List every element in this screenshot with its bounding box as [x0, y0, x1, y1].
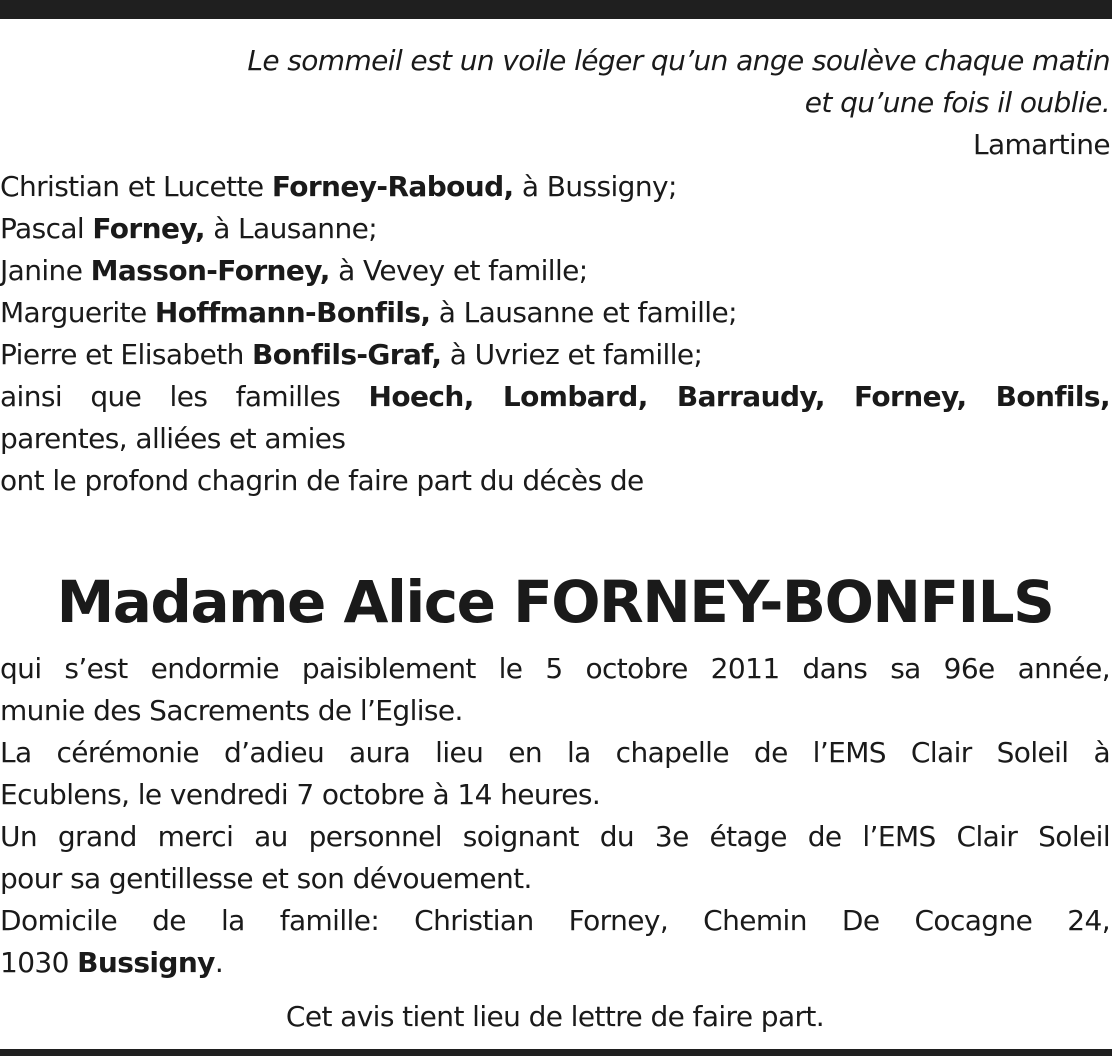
body-line: Ecublens, le vendredi 7 octobre à 14 heures. [0, 778, 601, 811]
family-member-line: Janine Masson-Forney, à Vevey et famille; [0, 254, 588, 287]
deceased-name: Madame Alice FORNEY-BONFILS [56, 568, 1054, 636]
family-address-line: 1030 Bussigny. [0, 946, 224, 979]
family-member-line: Pascal Forney, à Lausanne; [0, 212, 378, 245]
family-name: Forney-Raboud, [271, 170, 514, 203]
epigraph-line-2: et qu’une fois il oublie. [804, 86, 1110, 119]
body-line: Domicile de la famille: Christian Forney, Chemin De Cocagne 24, [0, 904, 1110, 937]
obituary-notice [0, 40, 1110, 1038]
families-names: Hoech, Lombard, Barraudy, Forney, Bonfils, [368, 380, 1110, 413]
bottom-border-rule [0, 1049, 1112, 1056]
family-member-line: Christian et Lucette Forney-Raboud, à Bussigny; [0, 170, 677, 203]
epigraph-author: Lamartine [972, 128, 1110, 161]
family-name: Masson-Forney, [90, 254, 330, 287]
epigraph-line-1: Le sommeil est un voile léger qu’un ange soulève chaque matin [247, 44, 1110, 77]
family-name: Hoffmann-Bonfils, [154, 296, 431, 329]
family-member-line: Pierre et Elisabeth Bonfils-Graf, à Uvriez et famille; [0, 338, 703, 371]
family-name: Bonfils-Graf, [252, 338, 442, 371]
top-border-rule [0, 0, 1112, 19]
closing-note: Cet avis tient lieu de lettre de faire part. [285, 1000, 825, 1033]
town-name: Bussigny [77, 946, 215, 979]
family-name: Forney, [92, 212, 205, 245]
body-line: pour sa gentillesse et son dévouement. [0, 862, 532, 895]
body-line: Un grand merci au personnel soignant du 3e étage de l’EMS Clair Soleil [0, 820, 1110, 853]
families-line: ainsi que les familles Hoech, Lombard, Barraudy, Forney, Bonfils, [0, 380, 1110, 413]
relatives-line: parentes, alliées et amies [0, 422, 346, 455]
announcement-line: ont le profond chagrin de faire part du décès de [0, 464, 644, 497]
body-line: munie des Sacrements de l’Eglise. [0, 694, 463, 727]
family-member-line: Marguerite Hoffmann-Bonfils, à Lausanne et famille; [0, 296, 737, 329]
body-line: La cérémonie d’adieu aura lieu en la chapelle de l’EMS Clair Soleil à [0, 736, 1110, 769]
body-line: qui s’est endormie paisiblement le 5 octobre 2011 dans sa 96e année, [0, 652, 1110, 685]
